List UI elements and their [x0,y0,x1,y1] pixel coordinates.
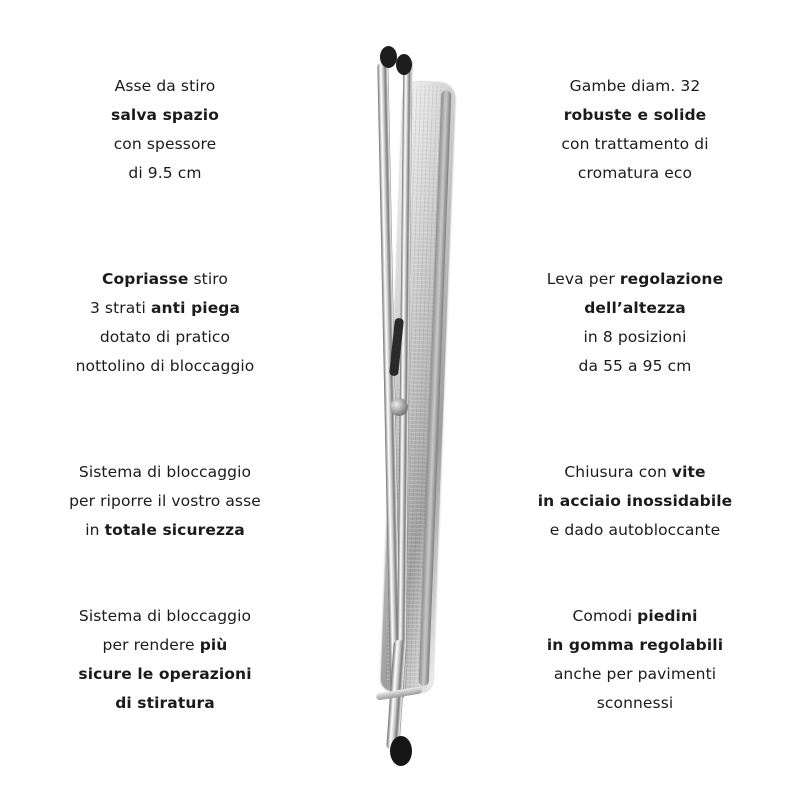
feature-line-text: Comodi [572,607,638,625]
feature-line-bold: Copriasse [102,270,189,288]
feature-line [490,265,780,294]
feature-line-bold: in acciaio inossidabile [537,492,733,510]
feature-height-adjust [490,265,780,381]
feature-line-bold: regolazione [619,270,724,288]
feature-line [20,294,310,323]
feature-line-bold: dell’altezza [584,299,686,317]
feature-line [490,101,780,130]
feature-line-text: Chiusura con [564,463,672,481]
feature-line [20,265,310,294]
right-feature-column [490,0,780,800]
feature-line: con trattamento di [561,135,709,153]
feature-line [490,487,780,516]
feature-line [20,516,310,545]
feature-line-text: in [85,521,105,539]
feature-line: con spessore [113,135,217,153]
feature-feet [490,602,780,718]
feature-line: sconnessi [596,694,674,712]
feature-screw-closure [490,458,780,545]
feature-line [490,602,780,631]
feature-line: per riporre il vostro asse [69,492,261,510]
feature-line-bold: più [199,636,228,654]
feature-legs [490,72,780,188]
feature-line [20,631,310,660]
feature-line-text: stiro [188,270,228,288]
feature-line-bold: totale sicurezza [104,521,245,539]
feature-line-bold: in gomma regolabili [546,636,724,654]
feature-line-bold: robuste e solide [563,106,707,124]
feature-line-text: 3 strati [89,299,151,317]
feature-line-bold: di stiratura [115,694,215,712]
feature-cover [20,265,310,381]
rubber-cap-icon [380,46,397,68]
feature-line-bold: piedini [637,607,698,625]
feature-line: dotato di pratico [99,328,231,346]
feature-line: cromatura eco [577,164,693,182]
feature-line [490,631,780,660]
feature-line: da 55 a 95 cm [578,357,692,375]
feature-line: in 8 posizioni [583,328,687,346]
feature-line [20,660,310,689]
feature-safety-lock [20,602,310,718]
feature-line: anche per pavimenti [553,665,717,683]
ironing-board-image [330,0,480,800]
feature-line: di 9.5 cm [128,164,202,182]
feature-line [490,294,780,323]
feature-line: e dado autobloccante [549,521,721,539]
feature-line: nottolino di bloccaggio [75,357,255,375]
left-feature-column [20,0,310,800]
feature-thickness [20,72,310,188]
feature-line-bold: anti piega [150,299,241,317]
feature-line-bold: sicure le operazioni [78,665,252,683]
feature-line-text: Leva per [546,270,620,288]
feature-line: Sistema di bloccaggio [78,463,252,481]
feature-line [490,458,780,487]
hinge-screw-icon [390,398,408,416]
feature-line: Gambe diam. 32 [569,77,701,95]
rubber-cap-icon [396,54,412,75]
rubber-foot-icon [390,736,412,766]
feature-line: Sistema di bloccaggio [78,607,252,625]
feature-line-bold: vite [671,463,706,481]
feature-storage-lock [20,458,310,545]
feature-line-bold: salva spazio [111,106,219,124]
feature-line-text: per rendere [102,636,200,654]
feature-line [20,101,310,130]
feature-line [20,689,310,718]
feature-line: Asse da stiro [114,77,216,95]
